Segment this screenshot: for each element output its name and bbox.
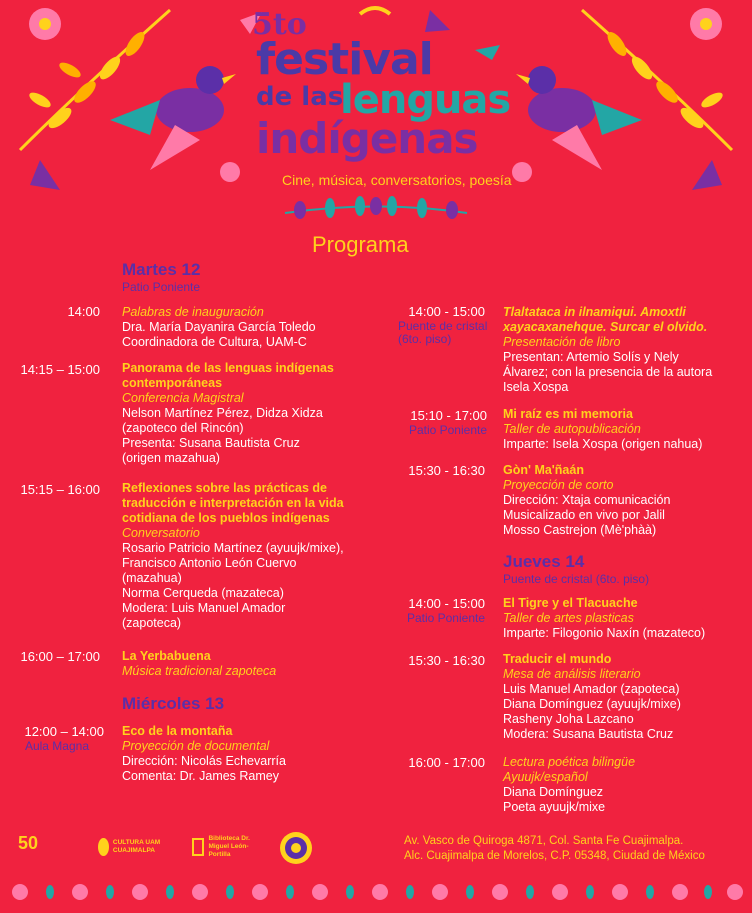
event-line: Modera: Luis Manuel Amador [122,601,286,615]
event-block [122,649,387,679]
event-type: Presentación de libro [503,335,621,349]
event-line: Dirección: Xtaja comunicación [503,493,671,507]
event-line: Norma Cerqueda (mazateca) [122,586,284,600]
event-block [122,724,387,784]
event-type: Música tradicional zapoteca [122,664,277,678]
uam-50-logo-text: 50 [18,833,39,853]
title-indigenas: indígenas [256,114,478,163]
event-line: (origen mazahua) [122,451,220,465]
title-festival: festival [256,34,433,85]
event-time: 12:00 – 14:00 [24,724,104,739]
event-line: Isela Xospa [503,380,569,394]
event-block [503,407,748,452]
event-time: 16:00 - 17:00 [408,755,485,770]
event-title: La Yerbabuena [122,649,211,663]
event-line: Diana Domínguez [503,785,604,799]
biblioteca-logo [192,832,264,862]
event-type: Conversatorio [122,526,200,540]
event-line: Presentan: Artemio Solís y Nely [503,350,679,364]
seal-icon [278,830,314,866]
venue-label: Patio Poniente [408,423,487,437]
event-line: Álvarez; con la presencia de la autora [503,365,713,379]
event-block [122,481,387,631]
event-title: Panorama de las lenguas indígenas contemporáneas [122,361,334,390]
venue-address [404,834,749,864]
event-line: (zapoteca) [122,616,182,630]
event-line: Diana Domínguez (ayuujk/mixe) [503,697,681,711]
event-type: Conferencia Magistral [122,391,244,405]
left-bird-icon [110,66,236,170]
event-line: Francisco Antonio León Cuervo [122,556,297,570]
event-title: Eco de la montaña [122,724,233,738]
event-line: Modera: Susana Bautista Cruz [503,727,674,741]
event-title: Gòn' Ma'ñaán [503,463,584,477]
venue-label: Patio Poniente [122,280,201,294]
event-line: Coordinadora de Cultura, UAM-C [122,335,307,349]
event-type-language: Ayuujk/español [503,770,588,784]
event-line: Nelson Martínez Pérez, Didza Xidza [122,406,323,420]
day-heading-thursday: Jueves 14 [503,552,585,571]
title-de-las: de las [256,82,344,112]
event-block [503,305,748,395]
event-title: Mi raíz es mi memoria [503,407,633,421]
event-time: 15:15 – 16:00 [20,482,100,497]
event-time: 14:00 [67,304,100,319]
event-line: Comenta: Dr. James Ramey [122,769,279,783]
cultura-uam-logo [98,832,168,862]
event-block [122,361,382,466]
event-time: 14:00 - 15:00 [408,596,485,611]
event-type: Mesa de análisis literario [503,667,641,681]
event-time: 14:15 – 15:00 [20,362,100,377]
uam-50-logo [18,832,68,862]
address-line: Alc. Cuajimalpa de Morelos, C.P. 05348, Ciudad de México [404,850,705,862]
event-line: Rosario Patricio Martínez (ayuujk/mixe), [122,541,344,555]
event-line: Imparte: Isela Xospa (origen nahua) [503,437,703,451]
event-block [503,596,748,641]
event-block [503,652,748,742]
cultura-icon [98,838,109,856]
event-title: Tlaltataca in ilnamiqui. Amoxtli xayacaxanehque. Surcar el olvido. [503,305,708,334]
event-time: 15:30 - 16:30 [408,653,485,668]
biblioteca-icon [192,838,204,856]
event-line: Poeta ayuujk/mixe [503,800,606,814]
event-block [503,463,748,538]
day-heading-tuesday: Martes 12 [122,260,201,279]
event-line: Presenta: Susana Bautista Cruz [122,436,300,450]
event-line: Dirección: Nicolás Echevarría [122,754,286,768]
subtitle: Cine, música, conversatorios, poesía [282,172,512,188]
event-line: Rasheny Joha Lazcano [503,712,634,726]
event-type: Lectura poética bilingüe [503,755,636,769]
bottom-flower-border [0,878,752,908]
event-time: 15:10 - 17:00 [410,408,487,423]
venue-label: Puente de cristal (6to. piso) [398,319,488,346]
event-type: Palabras de inauguración [122,305,264,319]
right-bird-icon [516,66,642,170]
event-line: (zapoteco del Rincón) [122,421,244,435]
title-lenguas: lenguas [340,77,511,123]
venue-label: Puente de cristal (6to. piso) [503,572,650,586]
event-time: 14:00 - 15:00 [408,304,485,319]
event-time: 16:00 – 17:00 [20,649,100,664]
event-line: Imparte: Filogonio Naxín (mazateco) [503,626,706,640]
event-line: Luis Manuel Amador (zapoteca) [503,682,680,696]
event-line: Mosso Castrejon (Mè'phàà) [503,523,657,537]
event-title: El Tigre y el Tlacuache [503,596,638,610]
program-heading: Programa [312,232,409,257]
event-line: Dra. María Dayanira García Toledo [122,320,316,334]
event-block [503,755,748,815]
divider-ornament-icon [285,196,467,219]
event-type: Taller de autopublicación [503,422,641,436]
event-type: Proyección de corto [503,478,614,492]
event-title: Reflexiones sobre las prácticas de traducción e interpretación en la vida cotidiana de los pueblos indígenas [122,481,344,525]
event-time: 15:30 - 16:30 [408,463,485,478]
address-line: Av. Vasco de Quiroga 4871, Col. Santa Fe Cuajimalpa. [404,835,684,847]
event-title: Traducir el mundo [503,652,612,666]
event-line: Musicalizado en vivo por Jalil [503,508,665,522]
event-line: (mazahua) [122,571,182,585]
title-edition: 5to [252,7,307,42]
venue-label: Patio Poniente [406,611,485,625]
cultura-logo-text: CULTURA UAM CUAJIMALPA [112,839,161,854]
event-type: Proyección de documental [122,739,270,753]
day-heading-wednesday: Miércoles 13 [122,694,225,713]
biblioteca-logo-text: Biblioteca Dr. Miguel León-Portilla [208,835,250,858]
event-type: Taller de artes plasticas [503,611,634,625]
event-block [122,305,392,350]
venue-label: Aula Magna [24,739,89,753]
